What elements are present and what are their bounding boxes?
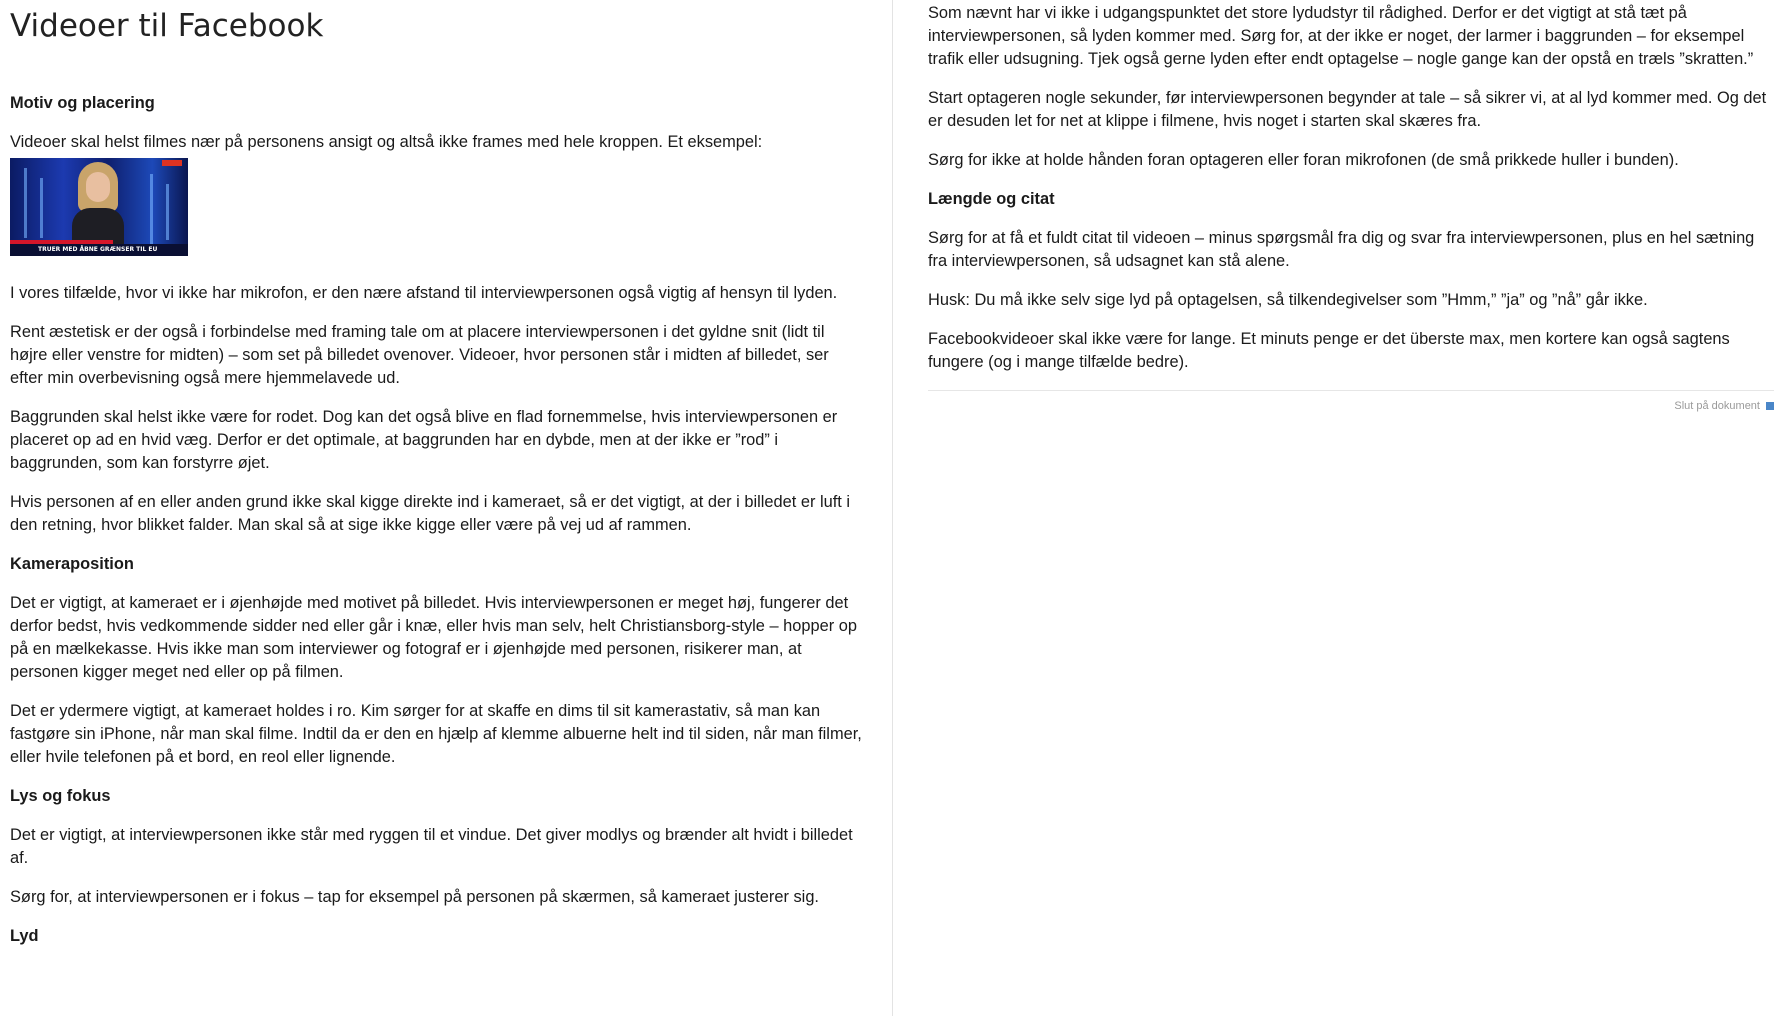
paragraph: Som nævnt har vi ikke i udgangspunktet det store lydudstyr til rådighed. Derfor er det vigtigt at stå tæt på interviewpersonen, så lyden kommer med. Sørg for, at der ikke er noget, der larmer i baggrunden – for eksempel trafik eller udsugning. Tjek også gerne lyden efter endt optagelse – nogle gange kan der opstå en træls ”skratten.”	[928, 4, 1754, 68]
end-square-icon	[1766, 402, 1774, 410]
channel-logo-icon	[162, 160, 182, 166]
heading-kameraposition: Kameraposition	[10, 555, 134, 573]
thumbnail-ticker-text: TRUER MED ÅBNE GRÆNSER TIL EU	[38, 246, 158, 253]
paragraph: Videoer skal helst filmes nær på personens ansigt og altså ikke frames med hele kroppen. Et eksempel:	[10, 133, 763, 151]
right-column	[928, 2, 1774, 413]
paragraph: Rent æstetisk er der også i forbindelse med framing tale om at placere interviewpersonen i det gyldne snit (lidt til højre eller venstre for midten) – som set på billedet ovenover. Videoer, hvor personen står i midten af billedet, ser efter min overbevisning også mere hjemmelavede ud.	[10, 323, 829, 387]
paragraph: Hvis personen af en eller anden grund ikke skal kigge direkte ind i kameraet, så er det vigtigt, at der i billedet er luft i den retning, hvor blikket falder. Man skal så at sige ikke kigge eller være på vej ud af rammen.	[10, 493, 851, 534]
document-title: Videoer til Facebook	[10, 8, 324, 44]
paragraph: Husk: Du må ikke selv sige lyd på optagelsen, så tilkendegivelser som ”Hmm,” ”ja” og ”nå” går ikke.	[928, 291, 1648, 309]
heading-lys-og-fokus: Lys og fokus	[10, 787, 111, 805]
paragraph: Baggrunden skal helst ikke være for rodet. Dog kan det også blive en flad fornemmelse, hvis interviewpersonen er placeret op ad en hvid væg. Derfor er det optimale, at baggrunden har en dybde, men at der ikke er ”rod” i baggrunden, som kan forstyrre øjet.	[10, 408, 838, 472]
paragraph: Det er vigtigt, at kameraet er i øjenhøjde med motivet på billedet. Hvis interviewpersonen er meget høj, fungerer det derfor bedst, hvis vedkommende sidder ned eller går i knæ, eller hvis man selv, helt Christiansborg-style – hopper op på en mælkekasse. Hvis ikke man som interviewer og fotograf er i øjenhøjde med personen, risikerer man, at personen kigger meget ned eller op på filmen.	[10, 594, 857, 681]
end-of-document-rule	[928, 390, 1774, 391]
heading-motiv: Motiv og placering	[10, 94, 155, 112]
paragraph: Det er vigtigt, at interviewpersonen ikke står med ryggen til et vindue. Det giver modlys og brænder alt hvidt i billedet af.	[10, 826, 853, 867]
end-of-document-marker	[928, 399, 1774, 413]
paragraph: Sørg for at få et fuldt citat til videoen – minus spørgsmål fra dig og svar fra interviewpersonen, plus en hel sætning fra interviewpersonen, så udsagnet kan stå alene.	[928, 229, 1755, 270]
paragraph: I vores tilfælde, hvor vi ikke har mikrofon, er den nære afstand til interviewpersonen også vigtig af hensyn til lyden.	[10, 284, 838, 302]
paragraph: Det er ydermere vigtigt, at kameraet holdes i ro. Kim sørger for at skaffe en dims til sit kamerastativ, så man kan fastgøre sin iPhone, når man skal filme. Indtil da er den en hjælp af klemme albuerne helt ind til siden, når man filmer, eller hvile telefonen på et bord, en reol eller lignende.	[10, 702, 862, 766]
paragraph: Sørg for ikke at holde hånden foran optageren eller foran mikrofonen (de små prikkede huller i bunden).	[928, 151, 1679, 169]
page-divider	[892, 0, 893, 1016]
heading-lyd: Lyd	[10, 927, 39, 945]
heading-laengde-og-citat: Længde og citat	[928, 190, 1055, 208]
example-video-thumbnail	[10, 158, 188, 256]
paragraph: Sørg for, at interviewpersonen er i fokus – tap for eksempel på personen på skærmen, så kameraet justerer sig.	[10, 888, 819, 906]
paragraph: Start optageren nogle sekunder, før interviewpersonen begynder at tale – så sikrer vi, at al lyd kommer med. Og det er desuden let for net at klippe i filmene, hvis noget i starten skal skæres fra.	[928, 89, 1767, 130]
end-of-document-label: Slut på dokument	[1674, 400, 1760, 412]
paragraph: Facebookvideoer skal ikke være for lange. Et minuts penge er det überste max, men kortere kan også sagtens fungere (og i mange tilfælde bedre).	[928, 330, 1730, 371]
left-column	[10, 0, 866, 964]
